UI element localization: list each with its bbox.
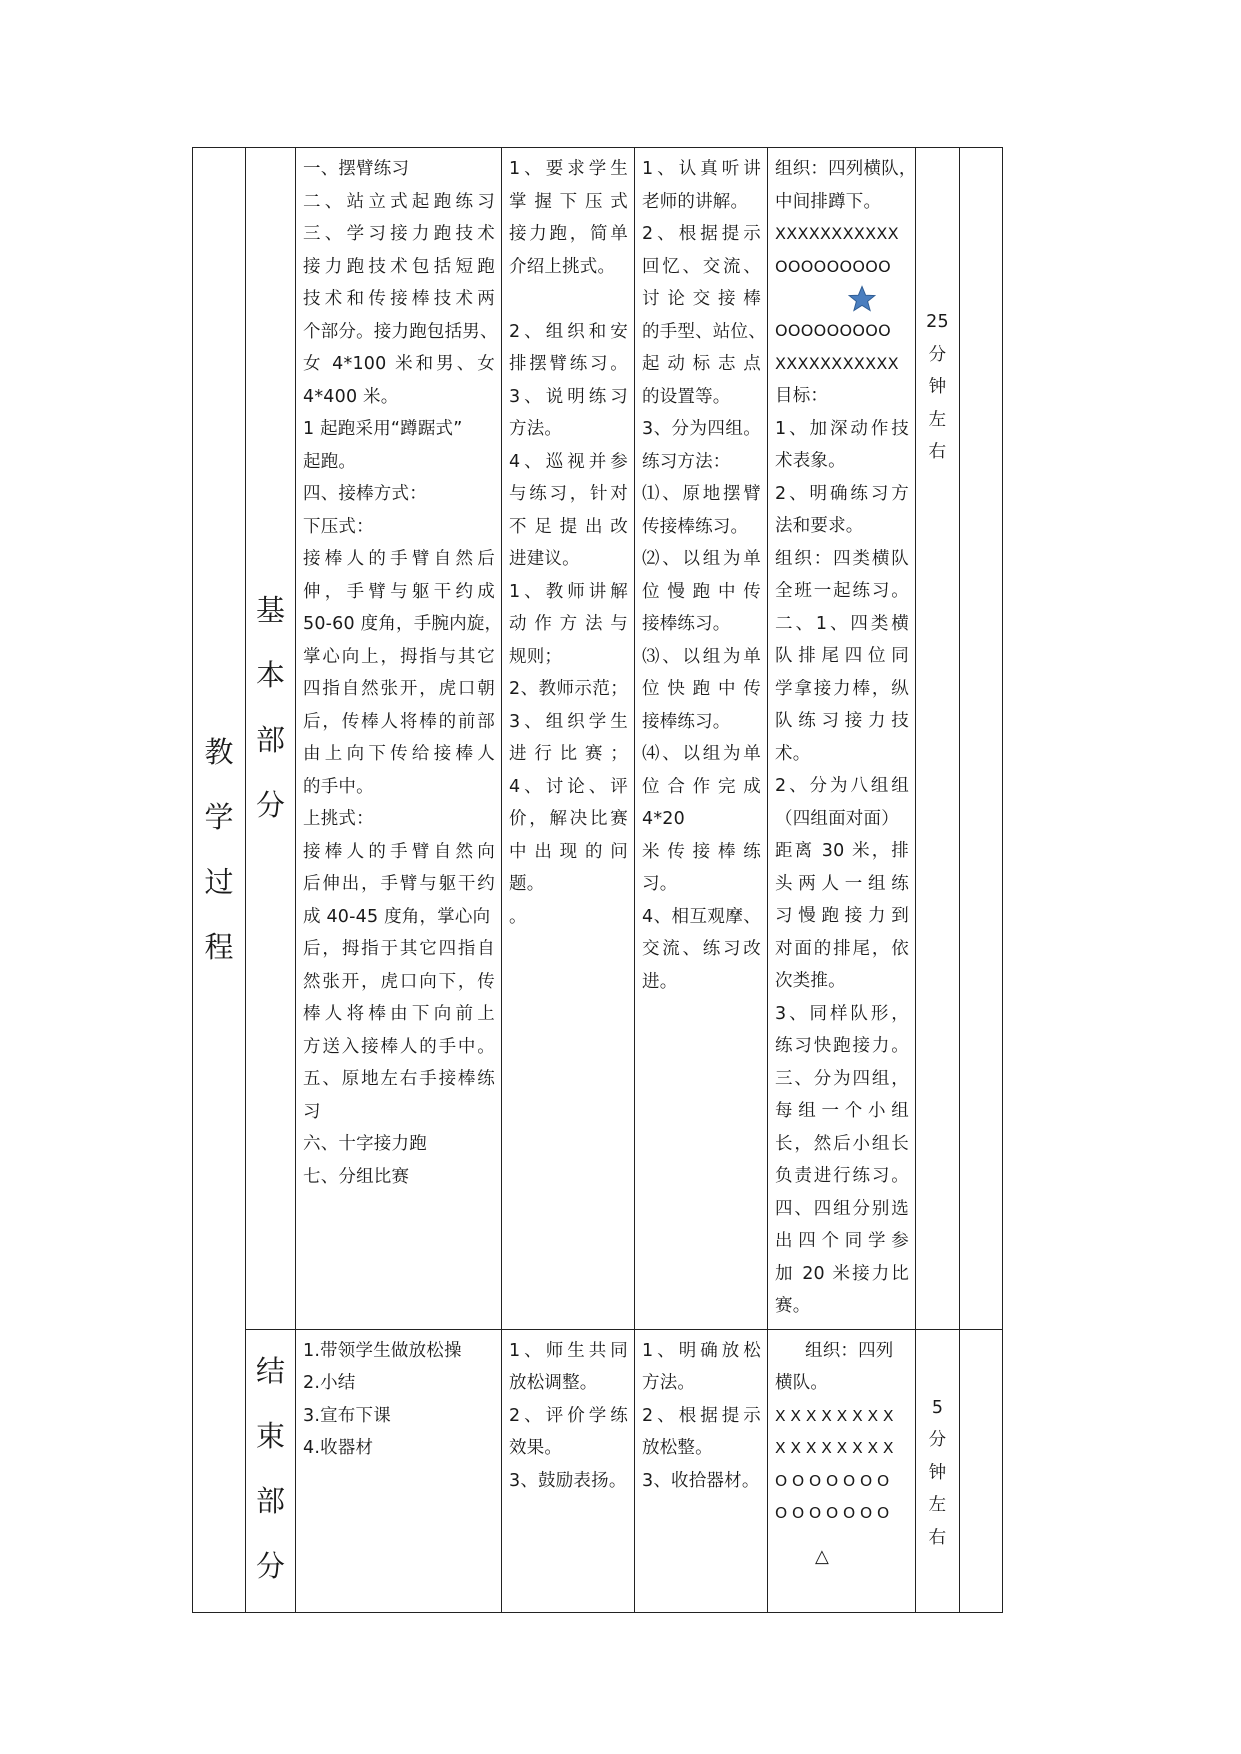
text-line: 50-60 度角，手腕内旋，	[303, 614, 503, 634]
text-line: 次类推。	[775, 971, 846, 991]
section-char: 基	[255, 593, 285, 628]
text-line: 2、根据提示	[642, 224, 761, 244]
text-line: 术表象。	[775, 451, 846, 471]
triangle-icon: △	[815, 1545, 829, 1567]
ending-part-label-cell	[246, 1329, 296, 1612]
formation-row: XXXXXXXXXXX	[775, 224, 899, 243]
text-line: 2、评价学练	[509, 1405, 628, 1426]
text-line: 。	[509, 906, 527, 927]
text-line: 三、学习接力跑技术	[303, 224, 495, 244]
basic-content-cell	[296, 148, 502, 1330]
text-line: 掌心向上，拇指与其它	[303, 646, 495, 667]
text-line: 中出现的问	[509, 841, 628, 862]
text-line: 的设置等。	[642, 386, 731, 407]
text-line: 术。	[775, 743, 811, 764]
process-char: 学	[204, 799, 234, 834]
text-line: 全班一起练习。	[775, 581, 909, 601]
text-line: 4.收器材	[303, 1438, 374, 1458]
text-line: 2.小结	[303, 1373, 356, 1393]
org-line: 中间排蹲下。	[775, 191, 882, 212]
text-line: 后，传棒人将棒的前部	[303, 711, 495, 732]
text-line: 交流、练习改	[642, 939, 761, 959]
lesson-plan-table	[192, 147, 1003, 1613]
text-line: 1 起跑采用“蹲踞式”	[303, 419, 463, 439]
text-line: 进建议。	[509, 549, 580, 569]
time-text: 分	[928, 344, 947, 365]
text-line: 距离 30 米，排	[775, 841, 909, 861]
text-line: 放松整。	[642, 1438, 713, 1458]
text-line: 回忆、交流、	[642, 256, 761, 277]
text-line: 介绍上挑式。	[509, 256, 616, 277]
text-line: 3.宣布下课	[303, 1405, 391, 1426]
text-line: 后，拇指于其它四指自	[303, 939, 495, 959]
formation-row: XXXXXXXX	[775, 1406, 899, 1425]
text-line: 三、分为四组，	[775, 1068, 909, 1089]
text-line: ⑷、以组为单	[642, 744, 761, 764]
text-line: 1、认真听讲	[642, 159, 761, 179]
text-line: 的手中。	[303, 776, 374, 797]
text-line: 出四个同学参	[775, 1231, 909, 1251]
text-line: 赛。	[775, 1296, 811, 1316]
text-line: 法和要求。	[775, 516, 864, 536]
text-line: 2、教师示范；	[509, 679, 628, 699]
text-line: 3、说明练习	[509, 386, 628, 407]
section-char: 分	[255, 1548, 285, 1583]
text-line: 位合作完成	[642, 776, 761, 797]
text-line: 4、巡视并参	[509, 451, 628, 472]
process-char: 过	[204, 864, 234, 899]
text-line: 起动标志点	[642, 354, 761, 374]
text-line: 进行比赛；	[509, 744, 628, 764]
text-line: 负责进行练习。	[775, 1166, 909, 1186]
text-line: 队排尾四位同	[775, 646, 909, 666]
text-line: 3、分为四组。	[642, 419, 761, 439]
basic-teacher-cell	[502, 148, 635, 1330]
text-line: 4、讨论、评	[509, 776, 628, 797]
text-line: 头两人一组练	[775, 873, 909, 894]
text-line	[509, 283, 628, 316]
ending-extra-cell	[960, 1329, 1003, 1612]
basic-part-row	[193, 148, 1003, 1330]
ending-student-cell	[635, 1329, 768, 1612]
process-char: 程	[204, 929, 234, 964]
text-line: 六、十字接力跑	[303, 1134, 427, 1154]
ending-content-cell	[296, 1329, 502, 1612]
text-line: （四组面对面）	[775, 808, 899, 829]
text-line: 方法。	[509, 419, 563, 439]
text-line: 老师的讲解。	[642, 191, 749, 212]
text-line: 接棒练习。	[642, 614, 731, 634]
ending-part-row	[193, 1329, 1003, 1612]
text-line: 接棒练习。	[642, 711, 731, 732]
text-line: 一、摆臂练习	[303, 159, 410, 179]
text-line: 2、根据提示	[642, 1405, 761, 1426]
formation-row: OOOOOOOOO	[775, 321, 892, 340]
text-line: 接力跑，简单	[509, 224, 628, 244]
text-line: 二、1、四类横	[775, 613, 909, 634]
text-line: 掌握下压式	[509, 191, 628, 212]
teaching-process-cell	[193, 148, 246, 1613]
time-text: 分	[928, 1430, 947, 1450]
formation-row: XXXXXXXX	[775, 1439, 899, 1457]
text-line: 接棒人的手臂自然后	[303, 549, 495, 569]
formation-row: OOOOOOOOO	[775, 256, 892, 276]
text-line: 位慢跑中传	[642, 581, 761, 602]
text-line: 练习快跑接力。	[775, 1036, 909, 1056]
text-line: 四、四组分别选	[775, 1198, 909, 1219]
text-line: 习慢跑接力到	[775, 906, 909, 926]
text-line: 4、相互观摩、	[642, 906, 761, 927]
text-line: 队练习接力技	[775, 711, 909, 731]
text-line: 进。	[642, 971, 678, 992]
text-line: 4*20	[642, 809, 685, 829]
text-line: 规则；	[509, 646, 563, 667]
text-line: 1、教师讲解	[509, 581, 628, 602]
text-line: 方送入接棒人的手中。	[303, 1036, 495, 1057]
text-line: 价，解决比赛	[509, 809, 628, 829]
text-line: 目标：	[775, 386, 829, 406]
text-line: 然张开，虎口向下，传	[303, 971, 495, 992]
text-line: 练习方法：	[642, 451, 731, 472]
text-line: 习。	[642, 874, 678, 894]
text-line: 起跑。	[303, 451, 357, 472]
text-line: 四指自然张开，虎口朝	[303, 679, 495, 699]
text-line: 传接棒练习。	[642, 516, 749, 537]
time-text: 钟	[928, 1462, 947, 1483]
text-line: 加 20 米接力比	[775, 1263, 909, 1284]
text-line: 七、分组比赛	[303, 1166, 410, 1187]
ending-time-cell	[916, 1329, 960, 1612]
time-text: 25	[926, 312, 949, 332]
text-line: ⑴、原地摆臂	[642, 484, 761, 504]
text-line: 3、同样队形，	[775, 1003, 909, 1024]
text-line: ⑵、以组为单	[642, 549, 761, 569]
star-icon	[775, 283, 909, 315]
text-line: 的手型、站位、	[642, 321, 766, 342]
text-line: 2、组织和安	[509, 321, 628, 342]
org-line: 横队。	[775, 1373, 829, 1393]
text-line: 技术和传接棒技术两	[303, 289, 495, 309]
text-line: 学拿接力棒，纵	[775, 678, 909, 699]
time-text: 左	[928, 1495, 947, 1515]
basic-student-cell	[635, 148, 768, 1330]
section-char: 结	[255, 1353, 285, 1388]
section-char: 分	[255, 788, 285, 823]
text-line: 3、鼓励表扬。	[509, 1470, 627, 1491]
text-line: 放松调整。	[509, 1373, 598, 1393]
section-char: 本	[255, 658, 285, 693]
time-text: 右	[928, 442, 947, 462]
text-line: 1、要求学生	[509, 159, 628, 179]
text-line: 3、组织学生	[509, 711, 628, 732]
time-text: 钟	[928, 377, 947, 397]
text-line: 由上向下传给接棒人	[303, 744, 495, 764]
text-line: 每组一个小组	[775, 1101, 909, 1121]
text-line: 上挑式：	[303, 809, 374, 829]
process-char: 教	[204, 734, 234, 769]
text-line: 下压式：	[303, 516, 374, 537]
text-line: 1、师生共同	[509, 1340, 628, 1361]
basic-extra-cell	[960, 148, 1003, 1330]
text-line: 女 4*100 米和男、女	[303, 354, 495, 374]
basic-time-cell	[916, 148, 960, 1330]
formation-row: OOOOOOO	[775, 1471, 895, 1490]
text-line: 排摆臂练习。	[509, 354, 628, 374]
text-line: 动作方法与	[509, 614, 628, 634]
text-line: 接棒人的手臂自然向	[303, 841, 495, 862]
text-line: 棒人将棒由下向前上	[303, 1004, 495, 1024]
section-char: 部	[255, 1483, 285, 1518]
text-line: 4*400 米。	[303, 386, 399, 407]
formation-row: OOOOOOO	[775, 1504, 895, 1522]
formation-row: XXXXXXXXXXX	[775, 353, 899, 373]
basic-organization-cell	[768, 148, 916, 1330]
text-line: 对面的排尾，依	[775, 938, 909, 959]
text-line: 1.带领学生做放松操	[303, 1340, 462, 1361]
text-line: 习	[303, 1101, 321, 1122]
text-line: 1、明确放松	[642, 1340, 761, 1361]
basic-part-label-cell	[246, 148, 296, 1330]
time-text: 5	[931, 1397, 944, 1418]
text-line: 接力跑技术包括短跑	[303, 256, 495, 277]
ending-teacher-cell	[502, 1329, 635, 1612]
time-text: 左	[928, 409, 947, 430]
text-line: ⑶、以组为单	[642, 646, 761, 667]
text-line: 组织：四类横队	[775, 548, 909, 569]
ending-organization-cell	[768, 1329, 916, 1612]
text-line: 与练习，针对	[509, 484, 628, 504]
text-line: 题。	[509, 874, 545, 894]
text-line: 讨论交接棒	[642, 289, 761, 309]
text-line: 五、原地左右手接棒练	[303, 1069, 495, 1089]
section-char: 部	[255, 723, 285, 758]
org-line: 组织：四列	[805, 1340, 894, 1361]
text-line: 2、分为八组组	[775, 776, 909, 796]
text-line: 四、接棒方式：	[303, 484, 427, 504]
text-line: 不足提出改	[509, 516, 628, 537]
text-line: 米传接棒练	[642, 841, 761, 862]
text-line: 3、收拾器材。	[642, 1470, 760, 1491]
text-line: 后伸出，手臂与躯干约	[303, 874, 495, 894]
text-line: 2、明确练习方	[775, 483, 909, 504]
text-line: 位快跑中传	[642, 679, 761, 699]
text-line: 方法。	[642, 1373, 696, 1393]
section-char: 束	[255, 1418, 285, 1453]
time-text: 右	[928, 1527, 947, 1548]
text-line: 1、加深动作技	[775, 418, 909, 439]
text-line: 二、站立式起跑练习	[303, 191, 495, 212]
text-line: 伸，手臂与躯干约成	[303, 581, 495, 602]
text-line: 长，然后小组长	[775, 1133, 909, 1154]
text-line: 效果。	[509, 1438, 563, 1458]
text-line: 成 40-45 度角，掌心向	[303, 906, 491, 927]
org-line: 组织：四列横队，	[775, 159, 917, 179]
text-line: 个部分。接力跑包括男、	[303, 321, 498, 342]
